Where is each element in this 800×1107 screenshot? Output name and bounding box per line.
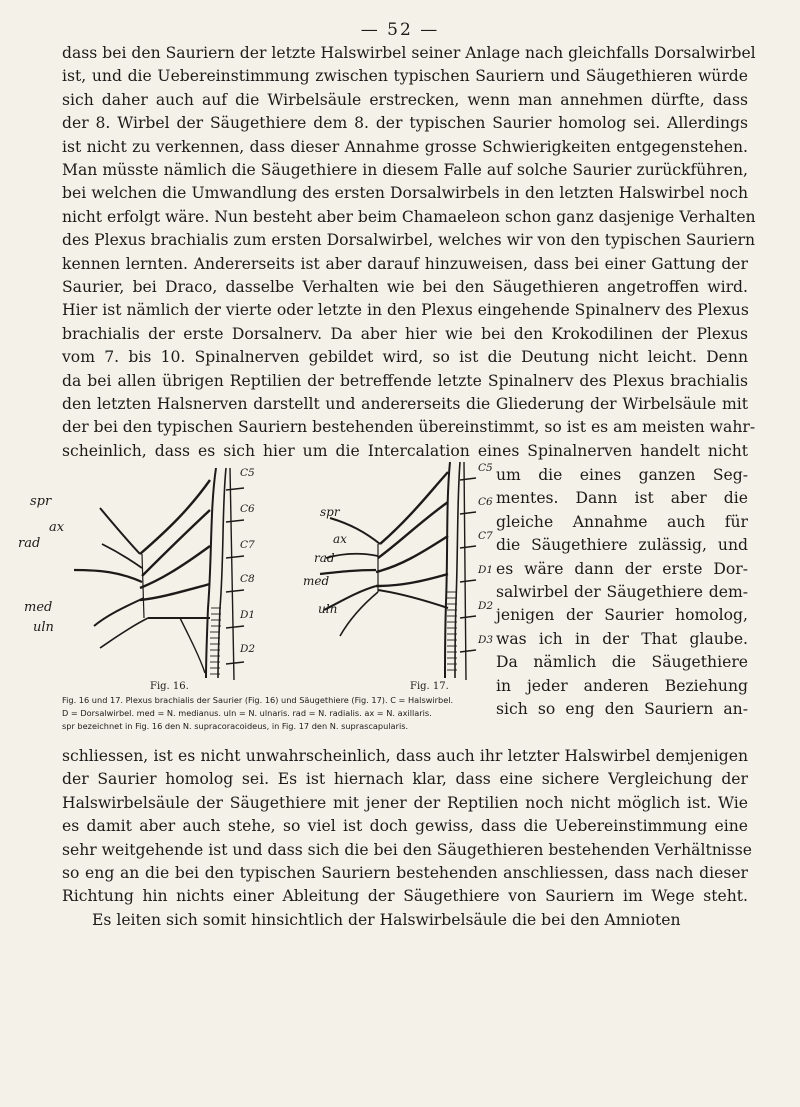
fig17-label-spr: spr [320, 505, 340, 519]
text-line: Saurier, bei Draco, dasselbe Verhalten wie bei den Säugethieren angetroffen wird. [62, 278, 748, 296]
fig17-label-d2: D2 [478, 600, 494, 612]
figure-16 [30, 468, 270, 680]
text-line: brachialis der erste Dorsalnerv. Da aber hier wie bei den Krokodilinen der Plexus [62, 324, 748, 343]
fig16-label-uln: uln [33, 620, 54, 635]
text-line: bei welchen die Umwandlung des ersten Dorsalwirbels in den letzten Halswirbel noch [62, 184, 748, 203]
caption-line-2: D = Dorsalwirbel. med = N. medianus. uln = N. ulnaris. rad = N. radialis. ax = N. axillaris. [62, 708, 432, 718]
text-line: nicht erfolgt wäre. Nun besteht aber beim Chamaeleon schon ganz dasjenige Verhalten [62, 207, 756, 226]
text-line: des Plexus brachialis zum ersten Dorsalwirbel, welches wir von den typischen Sauriern [62, 231, 756, 250]
text-line: dass bei den Sauriern der letzte Halswirbel seiner Anlage nach gleichfalls Dorsalwirbel [62, 44, 756, 62]
text-line: Halswirbelsäule der Säugethiere mit jener der Reptilien noch nicht möglich ist. Wie [62, 793, 748, 812]
fig17-label-c7: C7 [478, 530, 493, 542]
fig16-label-med: med [24, 600, 53, 615]
text-line: was ich in der That glaube. [496, 629, 748, 648]
fig16-label-spr: spr [30, 494, 52, 509]
text-line: Richtung hin nichts einer Ableitung der Säugethiere von Sauriern im Wege steht. [62, 887, 748, 906]
text-line: sich daher auch auf die Wirbelsäule erstrecken, wenn man annehmen dürfte, dass [62, 90, 748, 109]
text-line: sich so eng den Sauriern an- [496, 700, 748, 718]
text-line: die Säugethiere zulässig, und [496, 536, 748, 555]
fig17-label-uln: uln [318, 602, 338, 616]
figure-16-drawing [30, 468, 270, 680]
page-number: — 52 — [360, 20, 440, 40]
text-line: es wäre dann der erste Dor- [496, 559, 748, 578]
fig16-label-c6: C6 [240, 503, 255, 515]
figure-17-drawing [260, 462, 500, 680]
text-line: Es leiten sich somit hinsichtlich der Halswirbelsäule die bei den Amnioten [92, 910, 681, 929]
fig16-label-c8: C8 [240, 573, 255, 585]
text-line: in jeder anderen Beziehung [496, 676, 748, 695]
fig17-label-d1: D1 [478, 564, 494, 576]
caption-line-3: spr bezeichnet in Fig. 16 den N. supracoracoideus, in Fig. 17 den N. suprascapularis. [62, 721, 409, 731]
text-line: jenigen der Saurier homolog, [496, 606, 748, 625]
text-line: den letzten Halsnerven darstellt und andererseits die Gliederung der Wirbelsäule mit [62, 395, 748, 413]
text-line: gleiche Annahme auch für [496, 512, 748, 531]
fig16-label-ax: ax [49, 520, 65, 535]
fig16-label-c5: C5 [240, 467, 255, 479]
text-line: ist nicht zu verkennen, dass dieser Annahme grosse Schwierigkeiten entgegenstehen. [62, 137, 748, 156]
text-line: Hier ist nämlich der vierte oder letzte in den Plexus eingehende Spinalnerv des Plexus [62, 301, 749, 320]
fig16-label-d1: D1 [240, 609, 256, 621]
text-line: salwirbel der Säugethiere dem- [496, 583, 748, 601]
figure-caption [62, 694, 492, 733]
figure-17 [260, 462, 500, 680]
text-line: schliessen, ist es nicht unwahrscheinlich, dass auch ihr letzter Halswirbel demjenigen [62, 747, 748, 765]
text-line: vom 7. bis 10. Spinalnerven gebildet wird, so ist die Deutung nicht leicht. Denn [62, 348, 748, 367]
fig16-label-c7: C7 [240, 539, 255, 551]
text-line: der bei den typischen Sauriern bestehenden übereinstimmt, so ist es am meisten wahr- [62, 418, 756, 437]
text-line: da bei allen übrigen Reptilien der betreffende letzte Spinalnerv des Plexus brachialis [62, 371, 748, 390]
fig17-label-med: med [303, 574, 330, 588]
text-line: Man müsste nämlich die Säugethiere in diesem Falle auf solche Saurier zurückführen, [62, 161, 748, 179]
text-line: scheinlich, dass es sich hier um die Intercalation eines Spinalnerven handelt nicht [62, 441, 748, 460]
text-line: sehr weitgehende ist und dass sich die bei den Säugethieren bestehenden Verhältnisse [62, 840, 752, 859]
text-line: ist, und die Uebereinstimmung zwischen typischen Sauriern und Säugethieren würde [62, 67, 748, 86]
text-line: um die eines ganzen Seg- [496, 466, 748, 484]
fig16-label-d2: D2 [240, 643, 256, 655]
text-line: kennen lernten. Andererseits ist aber darauf hinzuweisen, dass bei einer Gattung der [62, 254, 748, 273]
fig17-label-c5: C5 [478, 462, 493, 474]
caption-line-1: Fig. 16 und 17. Plexus brachialis der Saurier (Fig. 16) und Säugethiere (Fig. 17). C = Halswirbel. [62, 695, 454, 705]
fig17-label-d3: D3 [478, 634, 494, 646]
fig17-label-rad: rad [314, 551, 335, 565]
fig17-title: Fig. 17. [410, 681, 449, 692]
fig16-label-rad: rad [18, 536, 41, 551]
text-line: Da nämlich die Säugethiere [496, 653, 748, 672]
text-line: der 8. Wirbel der Säugethiere dem 8. der typischen Saurier homolog sei. Allerdings [62, 114, 748, 133]
text-line: mentes. Dann ist aber die [496, 489, 748, 508]
fig17-label-ax: ax [333, 532, 347, 546]
fig16-title: Fig. 16. [150, 681, 189, 692]
text-line: so eng an die bei den typischen Sauriern bestehenden anschliessen, dass nach dieser [62, 864, 748, 882]
text-line: es damit aber auch stehe, so viel ist doch gewiss, dass die Uebereinstimmung eine [62, 817, 748, 836]
text-line: der Saurier homolog sei. Es ist hiernach klar, dass eine sichere Vergleichung der [62, 770, 748, 789]
fig17-label-c6: C6 [478, 496, 493, 508]
